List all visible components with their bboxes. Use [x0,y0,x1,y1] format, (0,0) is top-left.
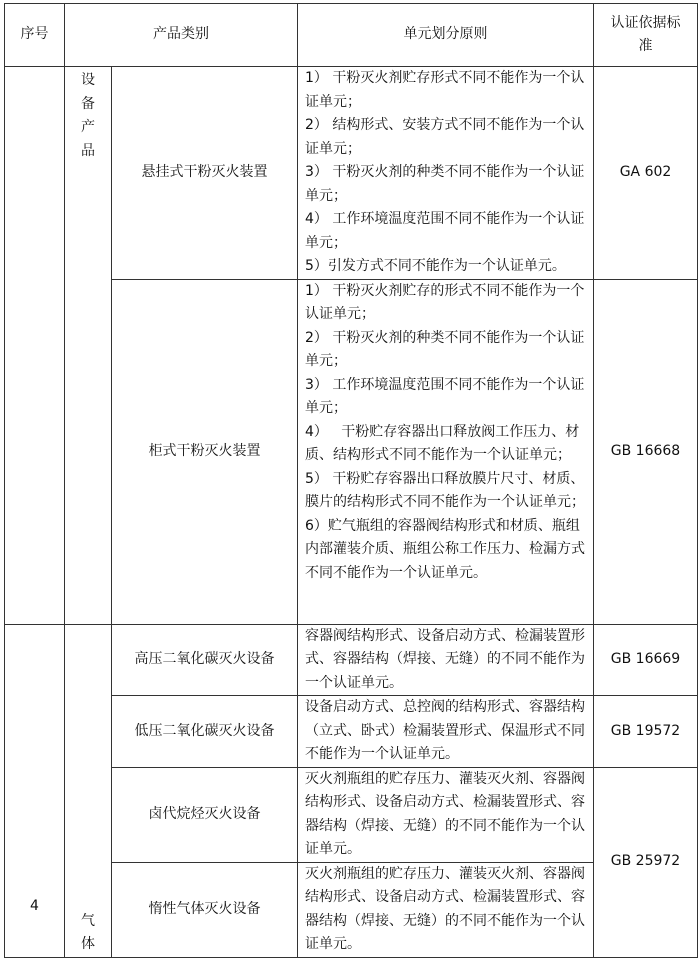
header-standard: 认证依据标准 [594,4,698,67]
table-row [5,67,698,280]
rule-text-content: 设备启动方式、总控阀的结构形式、容器结构（立式、卧式）检漏装置形式、保温形式不同不能作为一个认证单元。 [305,699,585,762]
standard-code: GB 16669 [594,624,698,696]
rule-text [298,67,594,280]
product-name: 高压二氧化碳灭火设备 [112,624,298,696]
header-row [5,4,698,67]
seq-number: 4 [5,624,65,957]
rule-text [298,279,594,624]
header-principle: 单元划分原则 [298,4,594,67]
rule-text-content: 1） 干粉灭火剂贮存形式不同不能作为一个认证单元； 2） 结构形式、安装方式不同不能作为一个认证单元； 3） 干粉灭火剂的种类不同不能作为一个认证单元； 4） 工作环境温度范围不同不能作为一个认证单元； 5）引发方式不同不能作为一个认证单元。 [305,70,585,274]
standard-code: GB 19572 [594,696,698,768]
product-name: 卤代烷烃灭火设备 [112,767,298,862]
product-name: 悬挂式干粉灭火装置 [112,67,298,280]
certification-unit-table [4,3,698,958]
product-name: 低压二氧化碳灭火设备 [112,696,298,768]
seq-cell-empty [5,67,65,625]
main-category-label: 设备产品 [81,72,95,159]
main-category-cell [65,624,112,957]
table-row [5,624,698,696]
standard-code: GA 602 [594,67,698,280]
main-category-label: 气体 [81,912,95,952]
product-name: 惰性气体灭火设备 [112,862,298,957]
header-category: 产品类别 [65,4,298,67]
rule-text [298,696,594,768]
product-name: 柜式干粉灭火装置 [112,279,298,624]
rule-text [298,862,594,957]
rule-text [298,767,594,862]
rule-text-content: 灭火剂瓶组的贮存压力、灌装灭火剂、容器阀结构形式、设备启动方式、检漏装置形式、容器结构（焊接、无缝）的不同不能作为一个认证单元。 [305,865,585,952]
standard-code: GB 25972 [594,767,698,957]
rule-text-content: 灭火剂瓶组的贮存压力、灌装灭火剂、容器阀结构形式、设备启动方式、检漏装置形式、容器结构（焊接、无缝）的不同不能作为一个认证单元。 [305,770,585,857]
rule-text [298,624,594,696]
standard-code: GB 16668 [594,279,698,624]
main-category-cell [65,67,112,625]
header-seq: 序号 [5,4,65,67]
rule-text-content: 容器阀结构形式、设备启动方式、检漏装置形式、容器结构（焊接、无缝）的不同不能作为一个认证单元。 [305,627,585,691]
rule-text-content: 1） 干粉灭火剂贮存的形式不同不能作为一个认证单元； 2） 干粉灭火剂的种类不同不能作为一个认证单元； 3） 工作环境温度范围不同不能作为一个认证单元； 4） 干粉贮存容器出口释放阀工作压力、材质、结构形式不同不能作为一个认证单元； 5） 干粉贮存容器出口释放膜片尺寸、材质、膜片的结构形式不同不能作为一个认证单元； 6）贮气瓶组的容器阀结构形式和材质、瓶组内部灌装介质、瓶组公称工作压力、检漏方式不同不能作为一个认证单元。 [305,282,585,581]
